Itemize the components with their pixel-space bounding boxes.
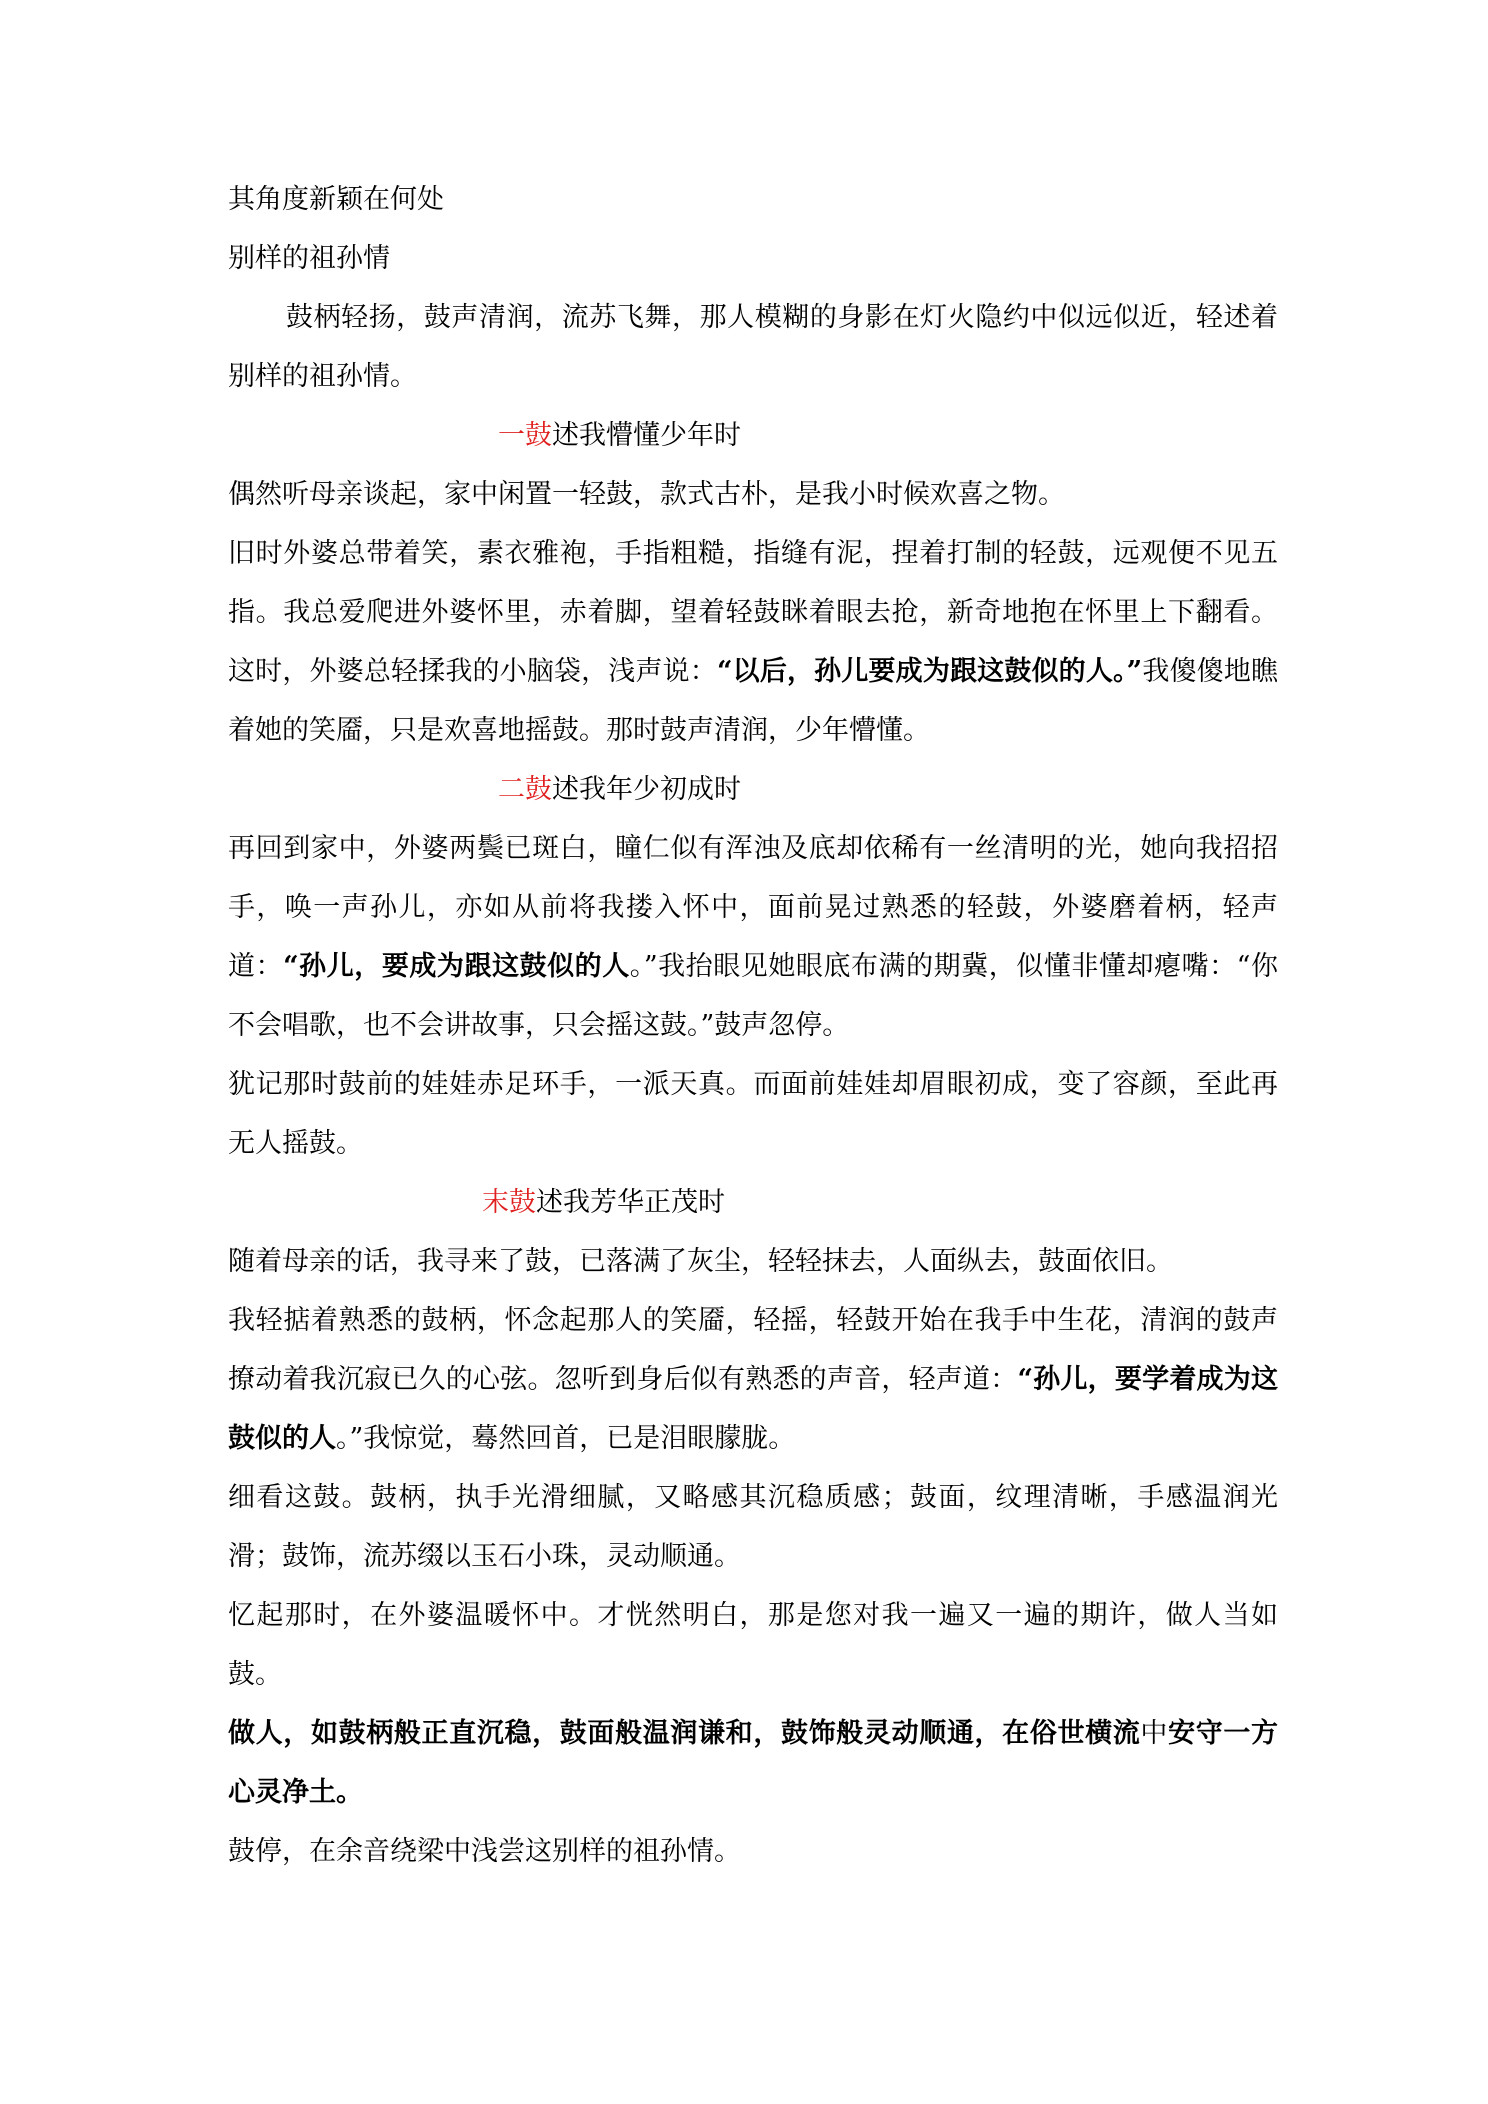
section1-paragraph-1: 偶然听母亲谈起，家中闲置一轻鼓，款式古朴，是我小时候欢喜之物。 bbox=[228, 479, 1065, 510]
section3-heading bbox=[228, 1173, 1278, 1232]
section2-p1-text: 再回到家中，外婆两鬓已斑白，瞳仁似有浑浊及底却依稀有一丝清明的光，她向我招招手，唤一声孙儿，亦如从前将我搂入怀中，面前晃过熟悉的轻鼓，外婆磨着柄，轻声道： bbox=[228, 833, 1278, 982]
section3-paragraph-4: 忆起那时，在外婆温暖怀中。才恍然明白，那是您对我一遍又一遍的期许，做人当如鼓。 bbox=[228, 1600, 1278, 1690]
section3-heading-rest: 述我芳华正茂时 bbox=[536, 1187, 725, 1218]
section3-paragraph-3: 细看这鼓。鼓柄，执手光滑细腻，又略感其沉稳质感；鼓面，纹理清晰，手感温润光滑；鼓饰，流苏缀以玉石小珠，灵动顺通。 bbox=[228, 1482, 1278, 1572]
section1-p2-tail: 我傻傻地瞧着她的笑靥，只是欢喜地摇鼓。那时鼓声清润，少年懵懂。 bbox=[228, 656, 1279, 746]
section1-paragraph-2 bbox=[228, 524, 1278, 760]
section3-p2-text: 我轻掂着熟悉的鼓柄，怀念起那人的笑靥，轻摇，轻鼓开始在我手中生花，清润的鼓声撩动着我沉寂已久的心弦。忽听到身后似有熟悉的声音，轻声道： bbox=[228, 1305, 1278, 1395]
section3-p2-quote: “孙儿，要学着成为这鼓似的人 bbox=[228, 1364, 1279, 1454]
section3-paragraph-6: 鼓停，在余音绕梁中浅尝这别样的祖孙情。 bbox=[228, 1836, 741, 1867]
section3-p2-tail: 。”我惊觉，蓦然回首，已是泪眼朦胧。 bbox=[336, 1423, 796, 1454]
section3-heading-red: 末鼓 bbox=[482, 1187, 536, 1218]
heading-line: 其角度新颖在何处 bbox=[228, 184, 444, 215]
intro-paragraph: 鼓柄轻扬，鼓声清润，流苏飞舞，那人模糊的身影在灯火隐约中似远似近，轻述着别样的祖孙情。 bbox=[228, 302, 1278, 392]
section1-heading-red: 一鼓 bbox=[498, 420, 552, 451]
section2-heading-red: 二鼓 bbox=[498, 774, 552, 805]
section1-p2-text: 旧时外婆总带着笑，素衣雅袍，手指粗糙，指缝有泥，捏着打制的轻鼓，远观便不见五指。我总爱爬进外婆怀里，赤着脚，望着轻鼓眯着眼去抢，新奇地抱在怀里上下翻看。这时，外婆总轻揉我的小脑袋，浅声说： bbox=[228, 538, 1278, 687]
document-page bbox=[228, 170, 1278, 1881]
section3-p5-mid: 中 bbox=[1140, 1718, 1169, 1749]
section2-p1-tail: 。”我抬眼见她眼底布满的期冀，似懂非懂却瘪嘴：“你不会唱歌，也不会讲故事，只会摇这鼓。”鼓声忽停。 bbox=[228, 951, 1279, 1041]
section1-heading bbox=[228, 406, 1278, 465]
section3-paragraph-2 bbox=[228, 1291, 1278, 1468]
section2-heading-rest: 述我年少初成时 bbox=[552, 774, 741, 805]
section3-p5-bold: 做人，如鼓柄般正直沉稳，鼓面般温润谦和，鼓饰般灵动顺通，在俗世横流 bbox=[228, 1718, 1141, 1749]
section1-p2-quote: “以后，孙儿要成为跟这鼓似的人。” bbox=[716, 656, 1143, 687]
section2-paragraph-2: 犹记那时鼓前的娃娃赤足环手，一派天真。而面前娃娃却眉眼初成，变了容颜，至此再无人摇鼓。 bbox=[228, 1069, 1278, 1159]
section1-heading-rest: 述我懵懂少年时 bbox=[552, 420, 741, 451]
section2-p1-quote: “孙儿，要成为跟这鼓似的人 bbox=[283, 951, 630, 982]
section3-paragraph-1: 随着母亲的话，我寻来了鼓，已落满了灰尘，轻轻抹去，人面纵去，鼓面依旧。 bbox=[228, 1246, 1173, 1277]
section2-paragraph-1 bbox=[228, 819, 1278, 1055]
essay-title: 别样的祖孙情 bbox=[228, 243, 390, 274]
section3-p5-bold-tail: 安守一方心灵净土。 bbox=[228, 1718, 1279, 1808]
section2-heading bbox=[228, 760, 1278, 819]
section3-paragraph-5 bbox=[228, 1704, 1278, 1822]
